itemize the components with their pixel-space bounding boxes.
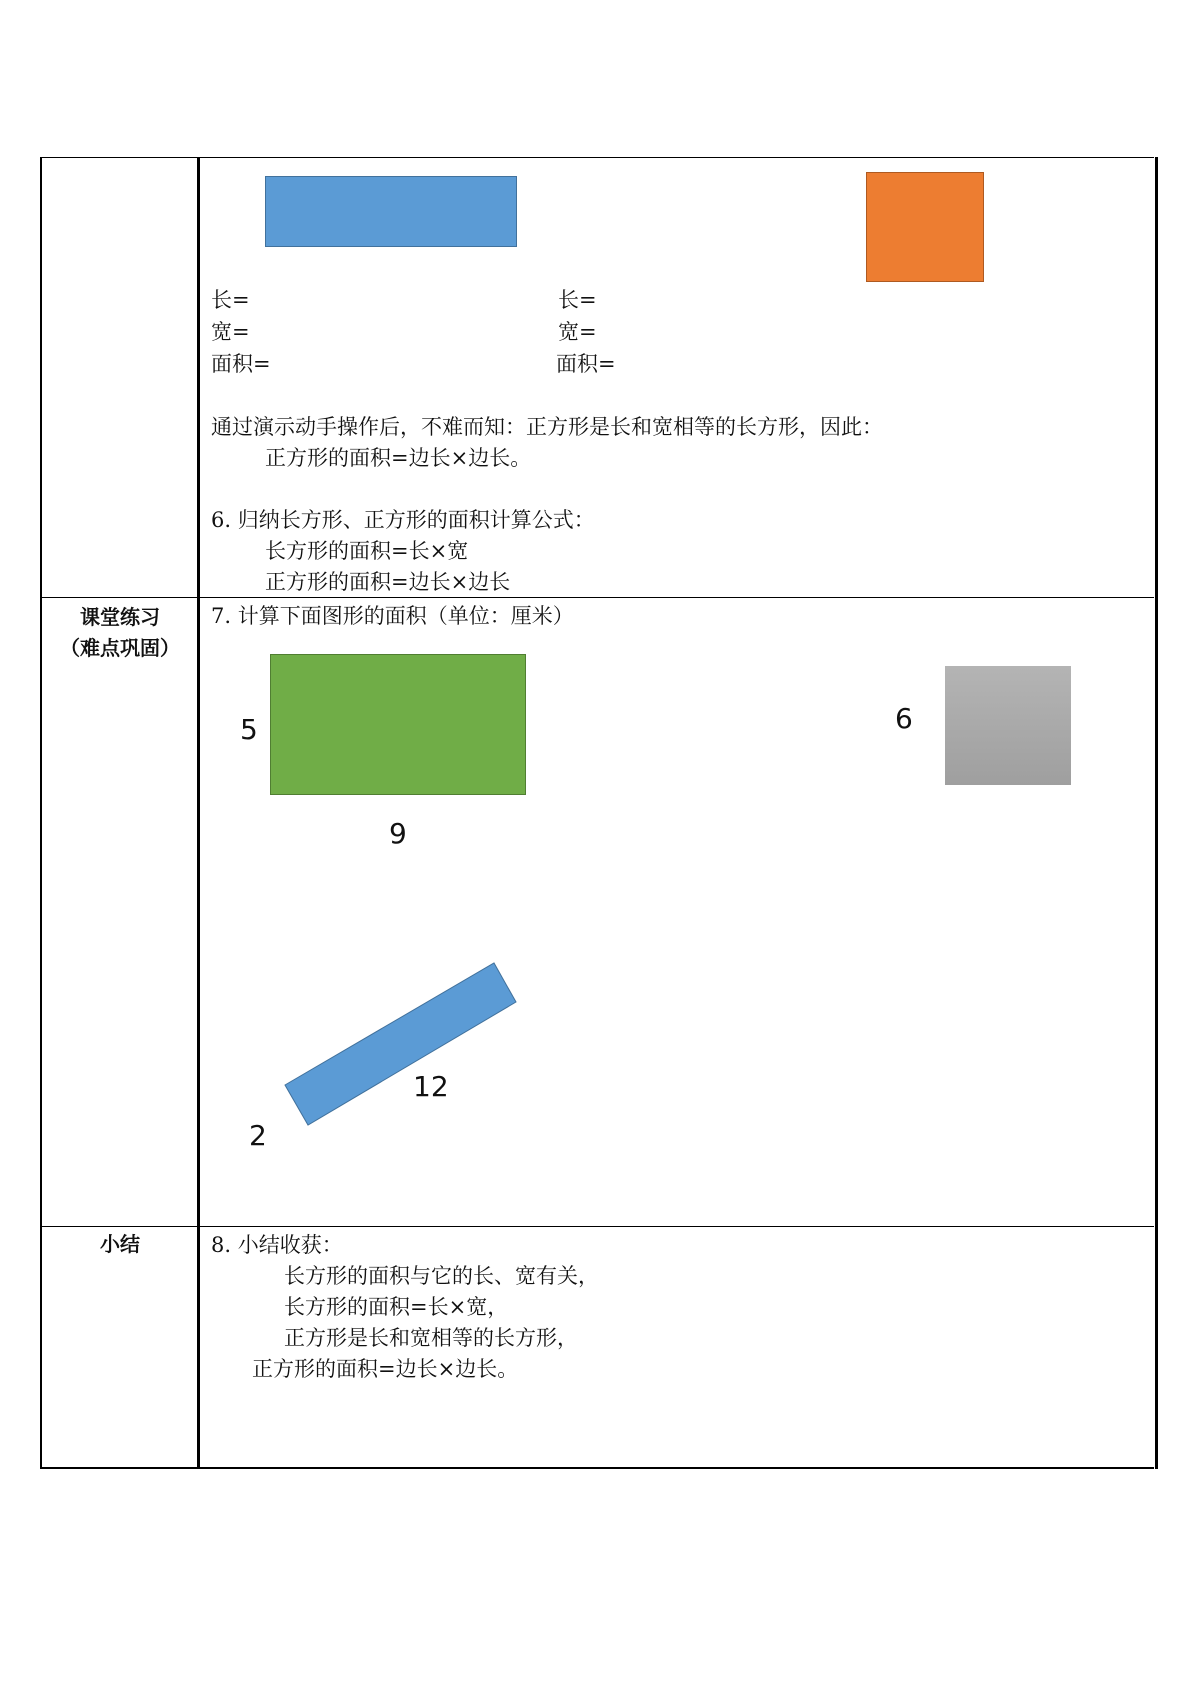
step6-formula-rectangle: 长方形的面积=长×宽 [265, 539, 469, 563]
summary-label: 小结 [100, 1232, 140, 1256]
summary-line-1: 长方形的面积与它的长、宽有关， [284, 1264, 599, 1288]
tilted-rectangle-shape [285, 963, 516, 1125]
summary-title: 8. 小结收获： [211, 1233, 343, 1257]
tilted-rect-length: 12 [413, 1070, 449, 1103]
conclusion-line-1: 通过演示动手操作后，不难而知：正方形是长和宽相等的长方形，因此： [211, 415, 883, 439]
summary-line-4: 正方形的面积=边长×边长。 [252, 1357, 519, 1381]
practice-label-line2: （难点巩固） [60, 636, 180, 660]
tilted-rect-width: 2 [249, 1119, 267, 1152]
summary-line-3: 正方形是长和宽相等的长方形， [284, 1326, 578, 1350]
green-rect-width: 9 [389, 817, 407, 850]
practice-label-line1: 课堂练习 [80, 605, 160, 629]
left-width-label: 宽= [211, 320, 250, 344]
gray-square-side: 6 [895, 702, 913, 735]
step6-title: 6. 归纳长方形、正方形的面积计算公式： [211, 508, 595, 532]
right-area-label: 面积= [556, 352, 616, 376]
left-length-label: 长= [211, 288, 250, 312]
right-width-label: 宽= [558, 320, 597, 344]
step6-formula-square: 正方形的面积=边长×边长 [265, 570, 511, 594]
green-rect-height: 5 [240, 713, 258, 746]
conclusion-line-2: 正方形的面积=边长×边长。 [265, 446, 532, 470]
step7-title: 7. 计算下面图形的面积（单位：厘米） [211, 604, 574, 628]
summary-line-2: 长方形的面积=长×宽， [284, 1295, 509, 1319]
left-area-label: 面积= [211, 352, 271, 376]
right-length-label: 长= [558, 288, 597, 312]
